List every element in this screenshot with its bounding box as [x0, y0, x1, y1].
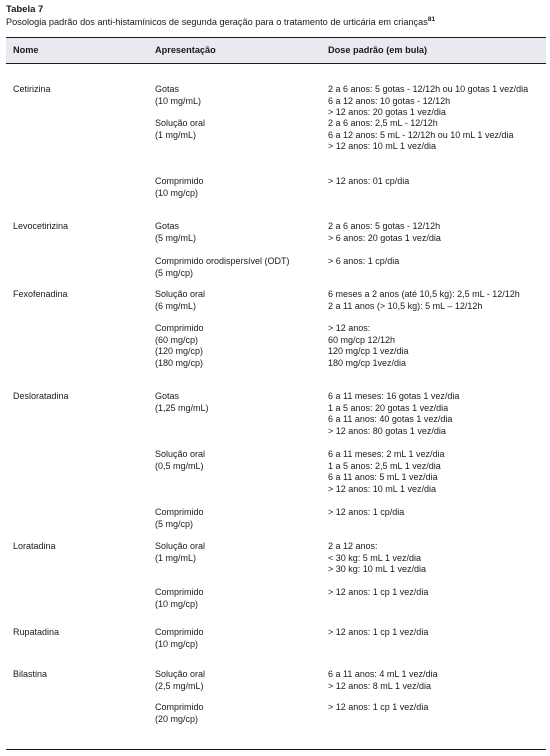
dose-line: 6 a 11 meses: 2 mL 1 vez/dia [328, 449, 445, 459]
dose-line: > 12 anos: 1 cp/dia [328, 507, 405, 517]
presentation-line: Solução oral [155, 669, 206, 679]
dose-line: > 12 anos: 1 cp 1 vez/dia [328, 587, 429, 597]
dose-line: 2 a 6 anos: 5 gotas - 12/12h ou 10 gotas 1 vez/dia [328, 84, 529, 94]
dose-cell [328, 221, 441, 244]
presentation-line: (1,25 mg/mL) [155, 402, 209, 413]
presentation-line: (1 mg/mL) [155, 552, 197, 563]
presentation-line: (10 mg/cp) [155, 598, 199, 609]
dose-line: > 12 anos: 8 mL 1 vez/dia [328, 680, 431, 691]
presentation-line: Gotas [155, 84, 180, 94]
presentation-cell [155, 391, 209, 414]
presentation-cell [155, 289, 205, 312]
presentation-line: (20 mg/cp) [155, 713, 199, 724]
dose-cell [328, 84, 528, 119]
dose-cell [328, 118, 513, 153]
presentation-line: Comprimido [155, 507, 204, 517]
presentation-cell [155, 702, 204, 725]
presentation-line: (60 mg/cp) [155, 334, 199, 345]
presentation-cell [155, 587, 204, 610]
presentation-line: Comprimido [155, 702, 204, 712]
presentation-line: (120 mg/cp) [155, 346, 204, 356]
drug-name: Cetirizina [13, 84, 51, 94]
presentation-line: (5 mg/cp) [155, 267, 194, 278]
reference-number: 81 [427, 15, 436, 23]
dose-line: < 30 kg: 5 mL 1 vez/dia [328, 552, 421, 563]
presentation-cell [155, 627, 204, 650]
presentation-line: Solução oral [155, 289, 206, 299]
dose-cell [328, 507, 404, 519]
dose-cell [328, 702, 428, 714]
presentation-line: (5 mg/mL) [155, 232, 197, 243]
presentation-line: Gotas [155, 221, 180, 231]
presentation-line: (0,5 mg/mL) [155, 460, 204, 471]
dose-cell [328, 541, 426, 576]
dose-cell [328, 587, 428, 599]
dose-line: > 12 anos: [328, 323, 371, 333]
presentation-line: (10 mg/mL) [155, 95, 202, 106]
table-title: Tabela 7 [6, 4, 44, 15]
table-header-rule [6, 63, 546, 64]
presentation-line: Comprimido [155, 176, 204, 186]
presentation-line: Solução oral [155, 541, 206, 551]
table-bottom-rule [6, 749, 546, 750]
presentation-line: (10 mg/cp) [155, 187, 199, 198]
dose-line: 2 a 12 anos: [328, 541, 378, 551]
dose-line: > 12 anos: 01 cp/dia [328, 176, 410, 186]
dose-cell [328, 627, 428, 639]
dose-line: 6 a 11 anos: 4 mL 1 vez/dia [328, 669, 438, 679]
presentation-cell [155, 84, 201, 107]
presentation-line: (6 mg/mL) [155, 300, 197, 311]
dose-line: > 12 anos: 1 cp 1 vez/dia [328, 627, 429, 637]
dose-line: 6 a 11 anos: 40 gotas 1 vez/dia [328, 414, 453, 424]
drug-name: Levocetirizina [13, 221, 69, 231]
dose-line: > 6 anos: 20 gotas 1 vez/dia [328, 232, 441, 243]
dose-cell [328, 449, 445, 495]
dose-line: > 12 anos: 20 gotas 1 vez/dia [328, 107, 446, 117]
table-subtitle [6, 16, 544, 28]
presentation-line: (1 mg/mL) [155, 129, 197, 140]
dose-line: > 12 anos: 10 mL 1 vez/dia [328, 141, 436, 151]
presentation-cell [155, 449, 205, 472]
dose-cell [328, 669, 438, 692]
drug-name: Rupatadina [13, 627, 60, 637]
presentation-line: (180 mg/cp) [155, 357, 204, 368]
dose-cell [328, 256, 399, 268]
presentation-line: Comprimido [155, 323, 204, 333]
drug-name: Desloratadina [13, 391, 69, 401]
presentation-cell [155, 118, 205, 141]
dose-line: > 12 anos: 10 mL 1 vez/dia [328, 483, 436, 494]
dose-line: > 12 anos: 1 cp 1 vez/dia [328, 702, 429, 712]
table-top-rule [6, 37, 546, 38]
dose-cell [328, 289, 520, 312]
dose-line: > 30 kg: 10 mL 1 vez/dia [328, 564, 426, 574]
presentation-cell [155, 323, 204, 369]
presentation-line: Solução oral [155, 449, 206, 459]
drug-name: Loratadina [13, 541, 56, 551]
presentation-cell [155, 507, 204, 530]
header-apresentacao: Apresentação [155, 45, 216, 55]
dose-cell [328, 176, 409, 188]
dose-line: 6 meses a 2 anos (até 10,5 kg): 2,5 mL - 12/12h [328, 289, 520, 299]
dose-line: 6 a 11 meses: 16 gotas 1 vez/dia [328, 391, 460, 401]
presentation-line: Gotas [155, 391, 180, 401]
presentation-cell [155, 669, 205, 692]
dose-cell [328, 391, 459, 437]
presentation-cell [155, 176, 204, 199]
dose-line: > 6 anos: 1 cp/dia [328, 256, 400, 266]
dose-line: 2 a 6 anos: 5 gotas - 12/12h [328, 221, 441, 231]
header-nome: Nome [13, 45, 39, 55]
dose-line: 1 a 5 anos: 2,5 mL 1 vez/dia [328, 460, 441, 471]
dose-cell [328, 323, 409, 369]
table-subtitle-text: Posologia padrão dos anti-histamínicos de segunda geração para o tratamento de urticária em crianças [6, 17, 428, 27]
dose-line: 2 a 6 anos: 2,5 mL - 12/12h [328, 118, 438, 128]
presentation-cell [155, 541, 205, 564]
dose-line: 6 a 12 anos: 5 mL - 12/12h ou 10 mL 1 vez/dia [328, 129, 514, 140]
presentation-line: Comprimido [155, 587, 204, 597]
dose-line: 60 mg/cp 12/12h [328, 334, 396, 345]
presentation-line: Comprimido [155, 627, 204, 637]
presentation-line: Comprimido orodispersível (ODT) [155, 256, 290, 266]
header-dose: Dose padrão (em bula) [328, 45, 428, 55]
presentation-line: (2,5 mg/mL) [155, 680, 204, 691]
presentation-line: (10 mg/cp) [155, 638, 199, 649]
dose-line: 2 a 11 anos (> 10,5 kg): 5 mL – 12/12h [328, 300, 483, 311]
table-header-background [6, 37, 546, 63]
presentation-line: (5 mg/cp) [155, 518, 194, 529]
dose-line: > 12 anos: 80 gotas 1 vez/dia [328, 425, 446, 436]
dose-line: 120 mg/cp 1 vez/dia [328, 346, 409, 356]
dose-line: 1 a 5 anos: 20 gotas 1 vez/dia [328, 402, 449, 413]
dose-line: 180 mg/cp 1vez/dia [328, 357, 407, 368]
table-caption [6, 4, 544, 28]
drug-name: Bilastina [13, 669, 48, 679]
presentation-cell [155, 221, 196, 244]
presentation-cell [155, 256, 290, 279]
dose-line: 6 a 11 anos: 5 mL 1 vez/dia [328, 472, 438, 482]
dose-line: 6 a 12 anos: 10 gotas - 12/12h [328, 95, 451, 106]
presentation-line: Solução oral [155, 118, 206, 128]
drug-name: Fexofenadina [13, 289, 68, 299]
